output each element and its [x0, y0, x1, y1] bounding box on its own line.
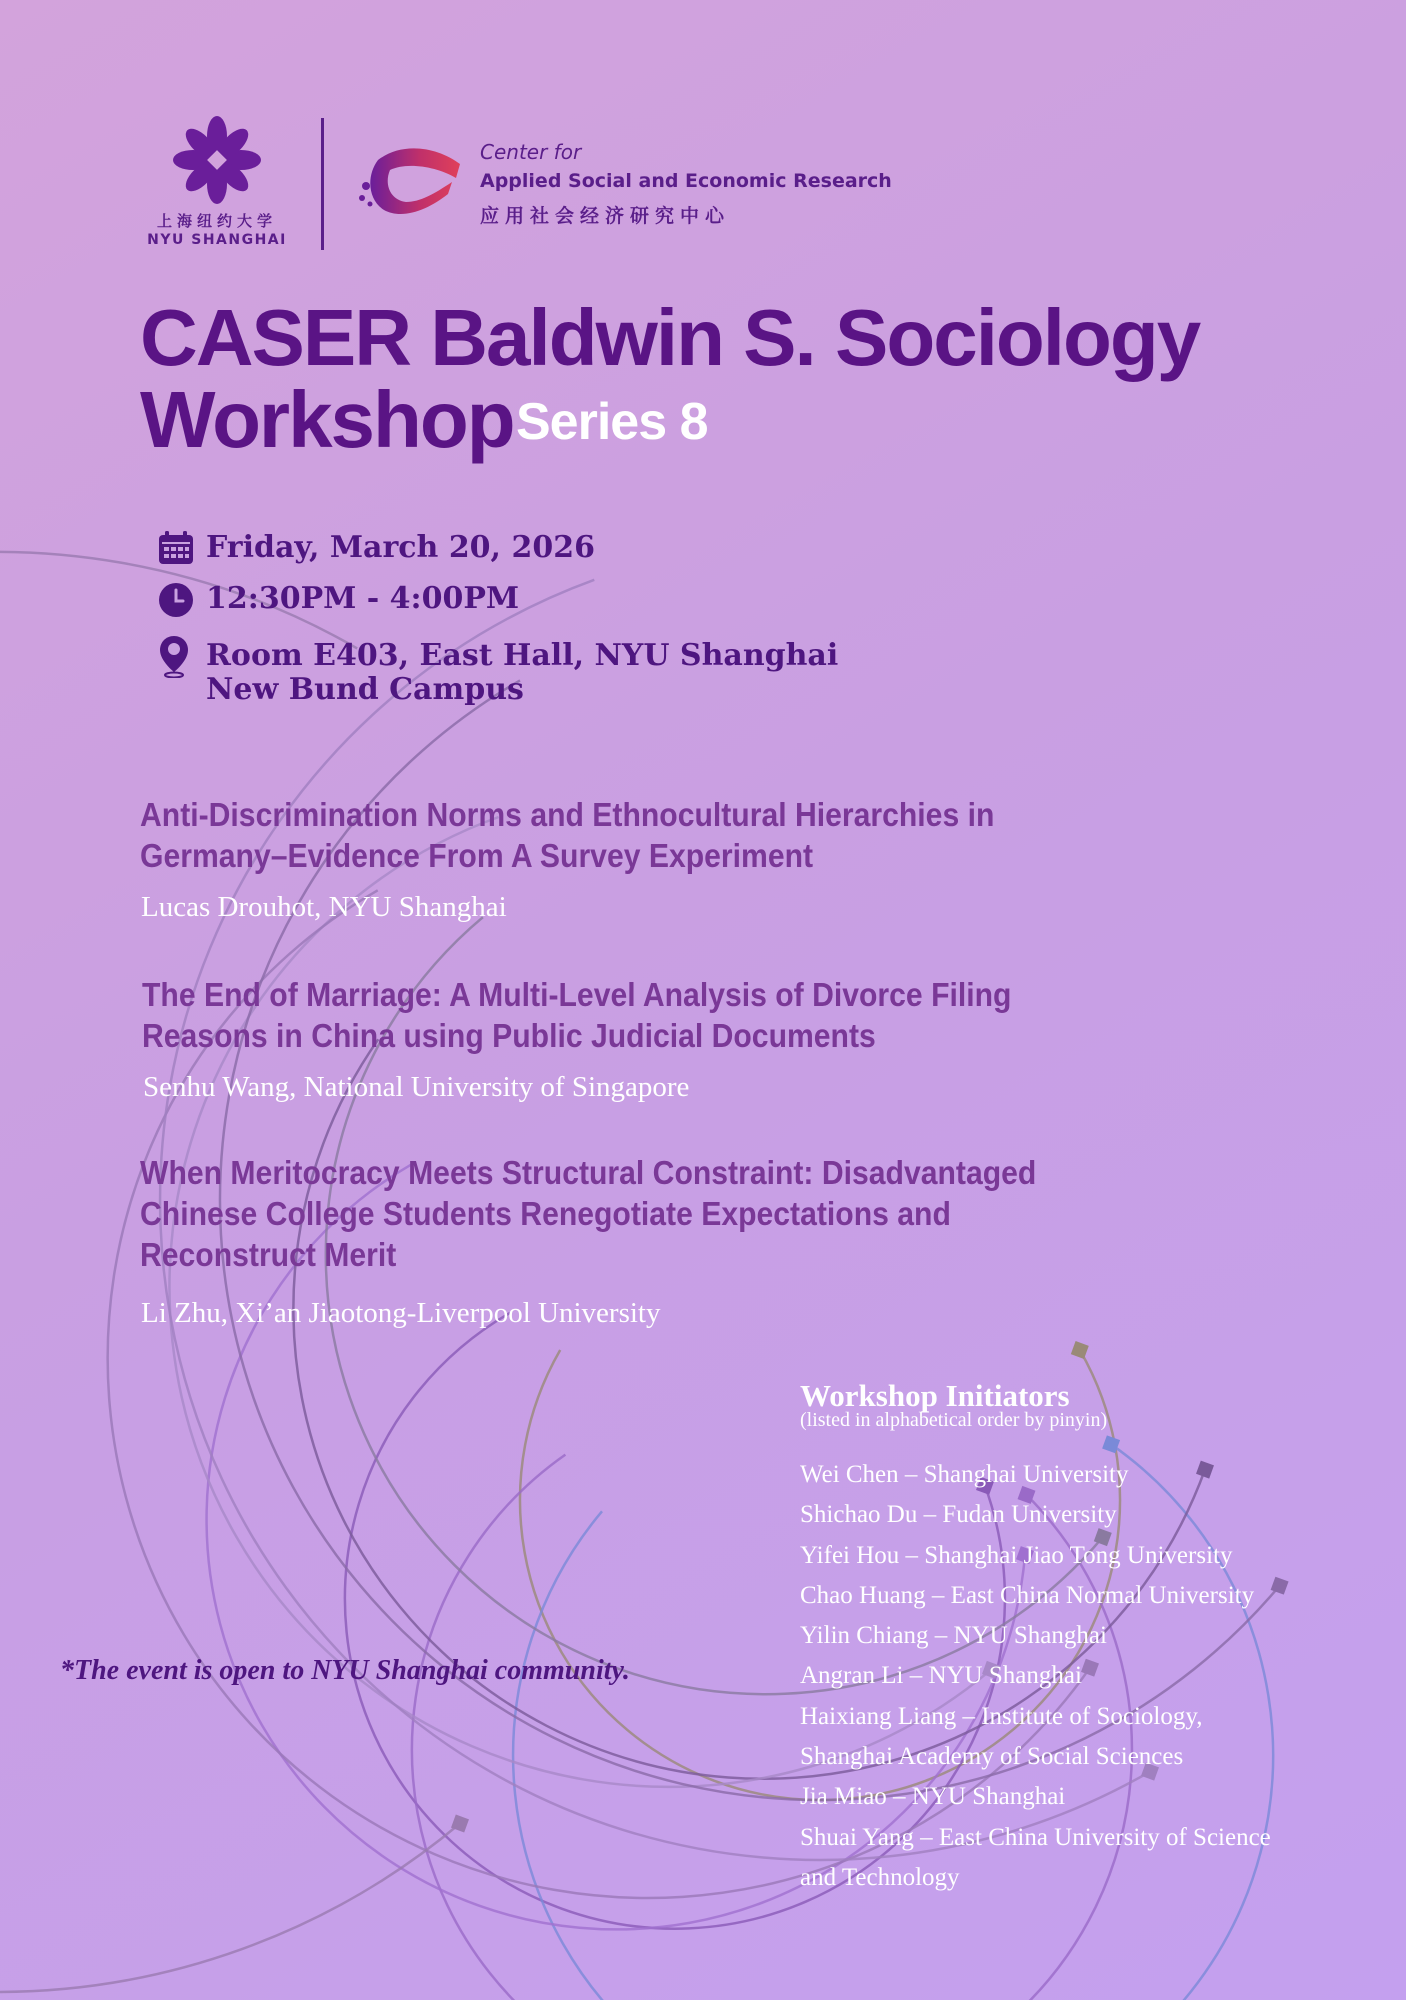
caser-logo-line1: Center for — [480, 140, 582, 164]
talk-1-title-line1: Anti-Discrimination Norms and Ethnocultural Hierarchies in — [140, 797, 995, 834]
initiator-line: Haixiang Liang – Institute of Sociology, — [800, 1702, 1203, 1730]
initiators-list — [800, 1455, 1271, 1898]
caser-logo-icon — [356, 144, 466, 224]
series-label: Series 8 — [516, 393, 708, 451]
initiators-heading: Workshop Initiators — [800, 1378, 1070, 1413]
talk-2-speaker: Senhu Wang, National University of Singapore — [143, 1071, 690, 1103]
talk-3-speaker: Li Zhu, Xi’an Jiaotong-Liverpool University — [141, 1297, 661, 1329]
event-location-line2: New Bund Campus — [206, 672, 524, 707]
initiator-line: Wei Chen – Shanghai University — [800, 1461, 1129, 1488]
talk-3-title-line3: Reconstruct Merit — [140, 1237, 397, 1274]
open-event-note: *The event is open to NYU Shanghai community. — [60, 1655, 630, 1686]
initiator-line: Shichao Du – Fudan University — [800, 1501, 1117, 1529]
nyu-logo-chinese: 上海纽约大学 — [156, 212, 277, 230]
initiator-line: Yifei Hou – Shanghai Jiao Tong University — [800, 1541, 1233, 1569]
initiator-line: Shanghai Academy of Social Sciences — [800, 1743, 1184, 1771]
talk-3-title-line2: Chinese College Students Renegotiate Expectations and — [140, 1196, 951, 1233]
initiator-line: Chao Huang – East China Normal University — [800, 1581, 1255, 1609]
logo-divider — [321, 118, 324, 250]
nyu-shanghai-logo — [142, 114, 292, 254]
talk-1-title-line2: Germany–Evidence From A Survey Experiment — [140, 838, 814, 875]
calendar-icon — [158, 531, 194, 565]
arc-marker — [1071, 1341, 1089, 1359]
page-title-line2: Workshop — [140, 375, 514, 464]
clock-icon — [158, 582, 194, 618]
talk-2-title-line2: Reasons in China using Public Judicial Documents — [142, 1018, 876, 1055]
caser-logo-line2: Applied Social and Economic Research — [480, 170, 892, 192]
initiator-line: Shuai Yang – East China University of Science — [800, 1823, 1271, 1851]
nyu-logo-english: NYU SHANGHAI — [147, 232, 287, 248]
flower-icon — [168, 114, 266, 206]
talk-2-title-line1: The End of Marriage: A Multi-Level Analysis of Divorce Filing — [142, 977, 1012, 1014]
caser-logo-line3: 应用社会经济研究中心 — [480, 205, 731, 227]
event-location-line1: Room E403, East Hall, NYU Shanghai — [206, 638, 839, 673]
initiators-subheading: (listed in alphabetical order by pinyin) — [800, 1409, 1108, 1431]
initiator-line: Jia Miao – NYU Shanghai — [800, 1783, 1066, 1811]
initiator-line: Yilin Chiang – NYU Shanghai — [800, 1622, 1107, 1650]
event-date: Friday, March 20, 2026 — [206, 530, 595, 565]
page-title-line1: CASER Baldwin S. Sociology — [140, 293, 1200, 382]
talk-1-speaker: Lucas Drouhot, NYU Shanghai — [141, 891, 507, 923]
talk-3-title-line1: When Meritocracy Meets Structural Constraint: Disadvantaged — [140, 1155, 1037, 1192]
initiator-line: Angran Li – NYU Shanghai — [800, 1662, 1082, 1690]
map-pin-icon — [158, 634, 190, 678]
arc-marker — [1102, 1435, 1120, 1453]
event-time: 12:30PM - 4:00PM — [206, 581, 520, 616]
initiator-line: and Technology — [800, 1863, 960, 1891]
